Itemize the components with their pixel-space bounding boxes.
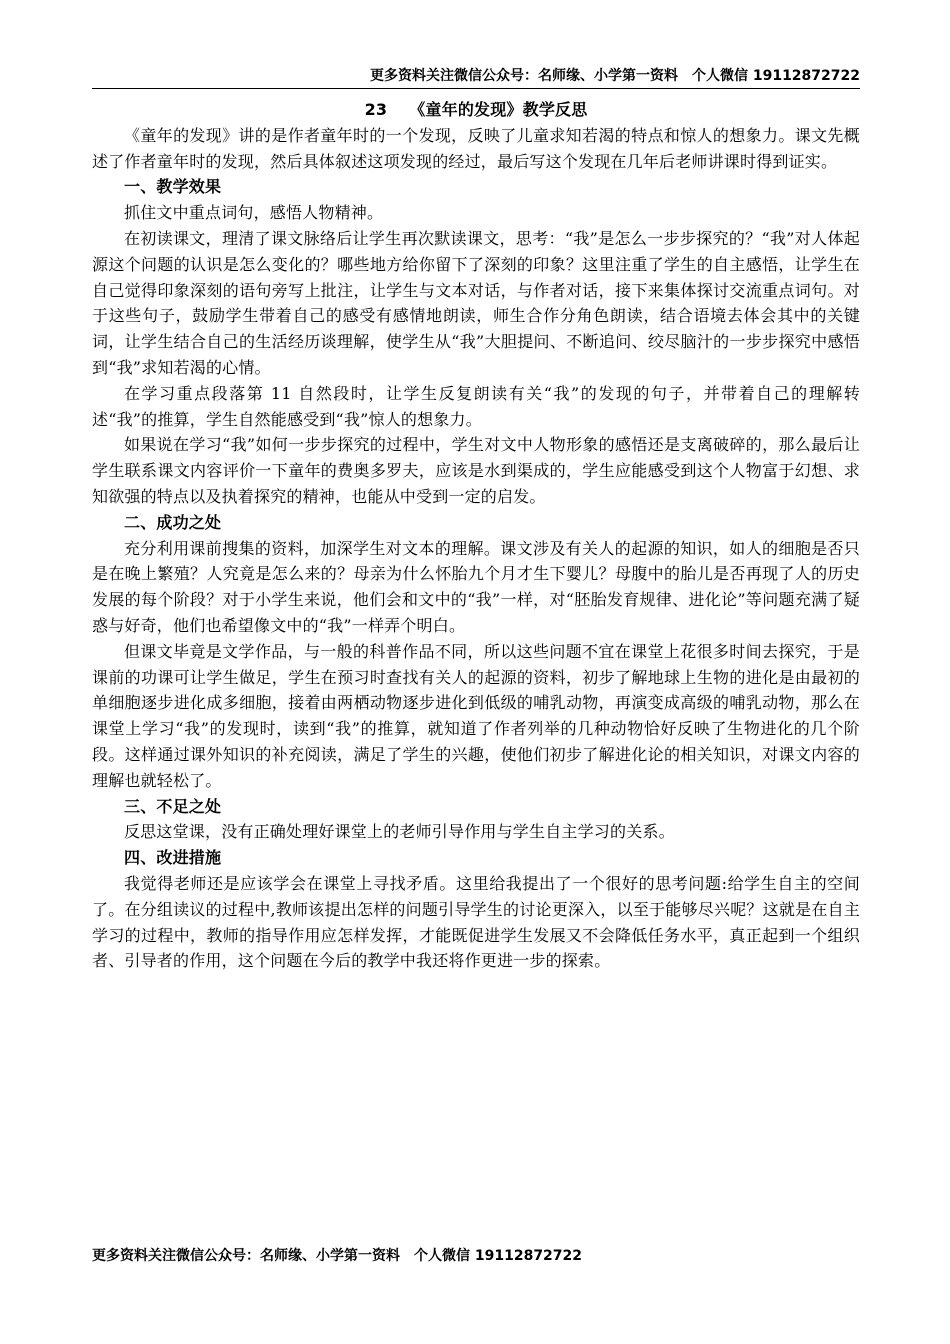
intro-paragraph: 《童年的发现》讲的是作者童年时的一个发现，反映了儿童求知若渴的特点和惊人的想象力。课文先概述了作者童年时的发现，然后具体叙述这项发现的经过，最后写这个发现在几年后老师讲课时得到证实。	[92, 125, 860, 171]
paragraph: 在学习重点段落第 11 自然段时，让学生反复朗读有关“我”的发现的句子，并带着自己的理解转述“我”的推算，学生自然能感受到“我”惊人的想象力。	[92, 383, 860, 429]
section-heading-shortcomings: 三、不足之处	[124, 796, 222, 816]
page-footer: 更多资料关注微信公众号：名师缘、小学第一资料 个人微信 19112872722	[92, 1248, 583, 1264]
paragraph: 反思这堂课，没有正确处理好课堂上的老师引导作用与学生自主学习的关系。	[124, 822, 675, 842]
paragraph: 如果说在学习“我”如何一步步探究的过程中，学生对文中人物形象的感悟还是支离破碎的，那么最后让学生联系课文内容评价一下童年的费奥多罗夫，应该是水到渠成的，学生应能感受到这个人物富于幻想、求知欲强的特点以及执着探究的精神，也能从中受到一定的启发。	[92, 435, 860, 506]
lesson-number: 23	[364, 100, 388, 119]
paragraph: 我觉得老师还是应该学会在课堂上寻找矛盾。这里给我提出了一个很好的思考问题:给学生自主的空间了。在分组读议的过程中,教师该提出怎样的问题引导学生的讨论更深入，以至于能够尽兴呢？这就是在自主学习的过程中，教师的指导作用应怎样发挥，才能既促进学生发展又不会降低任务水平，真正起到一个组织者、引导者的作用，这个问题在今后的教学中我还将作更进一步的探索。	[92, 873, 860, 971]
document-body	[92, 97, 860, 974]
paragraph: 但课文毕竟是文学作品，与一般的科普作品不同，所以这些问题不宜在课堂上花很多时间去探究，于是课前的功课可让学生做足，学生在预习时查找有关人的起源的资料，初步了解地球上生物的进化是由最初的单细胞逐步进化成多细胞，接着由两栖动物逐步进化到低级的哺乳动物，再演变成高级的哺乳动物，那么在课堂上学习“我”的发现时，读到“我”的推算，就知道了作者列举的几种动物恰好反映了生物进化的几个阶段。这样通过课外知识的补充阅读，满足了学生的兴趣，使他们初步了解进化论的相关知识，对课文内容的理解也就轻松了。	[92, 641, 860, 790]
section-heading-effect: 一、教学效果	[124, 177, 222, 197]
paragraph: 抓住文中重点词句，感悟人物精神。	[124, 203, 384, 223]
document-title	[92, 97, 860, 123]
paragraph: 充分利用课前搜集的资料，加深学生对文本的理解。课文涉及有关人的起源的知识，如人的细胞是否只是在晚上繁殖？人究竟是怎么来的？母亲为什么怀胎九个月才生下婴儿？母腹中的胎儿是否再现了人的历史发展的每个阶段？对于小学生来说，他们会和文中的“我”一样，对“胚胎发育规律、进化论”等问题充满了疑惑与好奇，他们也希望像文中的“我”一样弄个明白。	[92, 538, 860, 635]
section-heading-success: 二、成功之处	[124, 512, 222, 532]
page-header: 更多资料关注微信公众号：名师缘、小学第一资料 个人微信 19112872722	[92, 66, 860, 89]
paragraph: 在初读课文，理清了课文脉络后让学生再次默读课文，思考：“我”是怎么一步步探究的？“我”对人体起源这个问题的认识是怎么变化的？哪些地方给你留下了深刻的印象？这里注重了学生的自主感悟，让学生在自己觉得印象深刻的语句旁写上批注，让学生与文本对话，与作者对话，接下来集体探讨交流重点词句。对于这些句子，鼓励学生带着自己的感受有感情地朗读，师生合作分角色朗读，结合语境去体会其中的关键词，让学生结合自己的生活经历谈理解，使学生从“我”大胆提问、不断追问、绞尽脑汁的一步步探究中感悟到“我”求知若渴的心情。	[92, 228, 860, 377]
title-text: 《童年的发现》教学反思	[409, 100, 588, 119]
section-heading-improvements: 四、改进措施	[124, 848, 222, 868]
